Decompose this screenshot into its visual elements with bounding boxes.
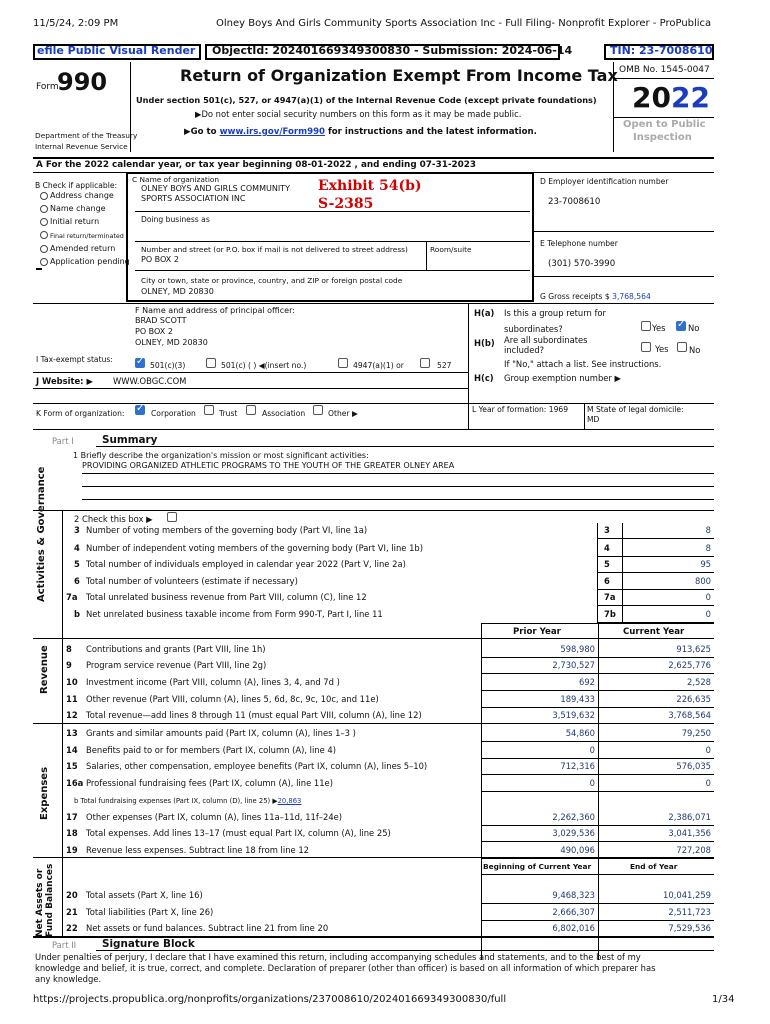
side-net-assets-2: Fund Balances	[45, 863, 55, 937]
omb-number: OMB No. 1545-0047	[619, 65, 710, 75]
expense-current-value: 3,041,356	[668, 828, 711, 838]
line2-text: 2 Check this box ▶	[74, 514, 153, 524]
i-501c3-label: 501(c)(3)	[150, 361, 186, 370]
dept-treasury: Department of the Treasury	[35, 131, 138, 140]
i-4947-label: 4947(a)(1) or	[353, 361, 404, 370]
b-application-pending: Application pending	[50, 257, 130, 266]
net-asset-line-text: Net assets or fund balances. Subtract line 21 from line 20	[86, 923, 329, 933]
net-asset-line-num: 22	[66, 923, 78, 933]
b-address-change-radio[interactable]	[40, 192, 48, 200]
expense-line-text: Other expenses (Part IX, column (A), lines 11a–11d, 11f–24e)	[86, 812, 343, 822]
gov-line-value: 8	[705, 525, 711, 535]
part1-label: Part I	[52, 436, 74, 446]
dept-irs: Internal Revenue Service	[35, 142, 128, 151]
part2-title: Signature Block	[102, 938, 195, 950]
expense-line-rule	[481, 758, 714, 759]
part1-title: Summary	[102, 434, 158, 446]
de-rule	[534, 231, 714, 232]
expense-line-text: Benefits paid to or for members (Part IX, column (A), line 4)	[86, 745, 337, 755]
tax-year-century: 20	[632, 81, 671, 114]
expense-line-num: 16a	[66, 778, 84, 788]
ha-no-label: No	[688, 323, 700, 333]
year-underline	[613, 117, 714, 118]
open-inspection: Inspection	[633, 132, 692, 143]
phone-value: (301) 570-3990	[548, 259, 616, 269]
part1-rule	[96, 446, 714, 447]
expense-line-num: 19	[66, 845, 78, 855]
net-asset-line-text: Total assets (Part X, line 16)	[86, 890, 203, 900]
expense-line-text: Professional fundraising fees (Part IX, column (A), line 11e)	[86, 778, 333, 788]
side-revenue: Revenue	[39, 645, 50, 694]
k-rule-bottom	[33, 429, 714, 430]
revenue-line-text: Contributions and grants (Part VIII, line 1h)	[86, 644, 266, 654]
expense-prior-value: 3,029,536	[552, 828, 595, 838]
mission-rule3	[82, 499, 714, 500]
revenue-line-num: 12	[66, 710, 78, 720]
expense-line-rule	[481, 791, 714, 792]
i-501c3-checkbox[interactable]	[135, 358, 145, 368]
ssn-notice: ▶Do not enter social security numbers on this form as it may be made public.	[195, 109, 522, 119]
k-association-checkbox[interactable]	[246, 405, 256, 415]
j-rule	[33, 388, 468, 389]
hb-yes-label: Yes	[655, 344, 669, 354]
expense-prior-value: 0	[589, 745, 595, 755]
dba-label: Doing business as	[141, 215, 210, 224]
gov-line-rule	[597, 572, 714, 573]
revenue-line-num: 8	[66, 644, 72, 654]
expense-prior-value: 712,316	[560, 761, 595, 771]
irs-form990-link[interactable]: www.irs.gov/Form990	[219, 127, 326, 137]
revenue-current-value: 2,625,776	[668, 660, 711, 670]
revenue-current-value: 226,635	[676, 694, 711, 704]
revenue-line-rule	[481, 673, 714, 674]
line16b-label: b Total fundraising expenses (Part IX, column (D), line 25) ▶	[74, 797, 278, 805]
exhibit-number: S-2385	[318, 196, 374, 212]
expense-line-num: 18	[66, 828, 78, 838]
hc-text: Group exemption number ▶	[504, 373, 621, 383]
city-value: OLNEY, MD 20830	[141, 287, 214, 296]
b-mark	[36, 268, 42, 270]
org-form-label: K Form of organization:	[36, 409, 125, 418]
line16b-text	[74, 796, 301, 806]
ha-label: H(a)	[474, 308, 495, 318]
print-datetime: 11/5/24, 2:09 PM	[33, 18, 119, 29]
year-formation: L Year of formation: 1969	[472, 405, 569, 414]
col-beginning-year: Beginning of Current Year	[483, 862, 592, 871]
hb-text1: Are all subordinates	[504, 335, 588, 345]
expense-line-num: 13	[66, 728, 78, 738]
gov-line-value: 0	[705, 592, 711, 602]
print-page-number: 1/34	[712, 994, 735, 1005]
col-end-year: End of Year	[630, 862, 678, 871]
revenue-line-text: Program service revenue (Part VIII, line 2g)	[86, 660, 267, 670]
gov-line-text: Total number of individuals employed in calendar year 2022 (Part V, line 2a)	[86, 559, 406, 569]
revenue-line-num: 10	[66, 677, 78, 687]
revenue-current-value: 3,768,564	[668, 710, 711, 720]
ha-yes-checkbox[interactable]	[641, 321, 651, 331]
ha-yes-label: Yes	[652, 323, 666, 333]
hb-label: H(b)	[474, 338, 495, 348]
rule-exp-top	[33, 723, 714, 724]
org-name-line2: SPORTS ASSOCIATION INC	[141, 194, 246, 203]
gov-line-num: 4	[74, 543, 80, 553]
k-trust-checkbox[interactable]	[204, 405, 214, 415]
expense-line-rule	[481, 858, 714, 859]
city-label: City or town, state or province, country, and ZIP or foreign postal code	[141, 276, 403, 285]
perjury-line1: Under penalties of perjury, I declare that I have examined this return, including accompanying schedules and statements, and to the best of my	[35, 952, 641, 962]
part2-label: Part II	[52, 940, 77, 950]
revenue-current-value: 913,625	[676, 644, 711, 654]
expense-line-num: 15	[66, 761, 78, 771]
expense-prior-value: 0	[589, 778, 595, 788]
k-corporation-checkbox[interactable]	[135, 405, 145, 415]
gov-line-num: 6	[74, 576, 80, 586]
ein-value: 23-7008610	[548, 197, 601, 207]
side-col-divider	[62, 510, 63, 936]
form-subtitle: Under section 501(c), 527, or 4947(a)(1) of the Internal Revenue Code (except private foundations)	[136, 95, 597, 105]
expense-current-value: 2,386,071	[668, 812, 711, 822]
banner-right-text: TIN: 23-7008610	[610, 44, 713, 57]
rule-rev-top	[33, 638, 714, 639]
mission-rule2	[82, 486, 714, 487]
ha-text1: Is this a group return for	[504, 308, 607, 318]
gov-line-rule	[597, 589, 714, 590]
revenue-line-num: 11	[66, 694, 78, 704]
gov-line-box: 5	[604, 559, 610, 569]
form-word: Form	[36, 82, 59, 92]
gov-line-text: Number of voting members of the governing body (Part VI, line 1a)	[86, 525, 368, 535]
gov-line-box: 7a	[604, 592, 616, 602]
revenue-line-text: Investment income (Part VIII, column (A), lines 3, 4, and 7d )	[86, 677, 340, 687]
b-amended-return: Amended return	[50, 244, 116, 253]
net-asset-line-num: 21	[66, 907, 78, 917]
gov-line-text: Net unrelated business taxable income from Form 990-T, Part I, line 11	[86, 609, 383, 619]
revenue-line-rule	[481, 707, 714, 708]
rule-a-top	[33, 157, 714, 159]
open-public: Open to Public	[623, 119, 706, 130]
c-rule1	[135, 211, 530, 212]
b-address-change: Address change	[50, 191, 114, 200]
col-current-year: Current Year	[623, 627, 685, 637]
b-name-change: Name change	[50, 204, 106, 213]
hb-no-checkbox[interactable]	[677, 342, 687, 352]
net-asset-prior-value: 9,468,323	[552, 890, 595, 900]
street-value: PO BOX 2	[141, 255, 179, 264]
net-asset-current-value: 7,529,536	[668, 923, 711, 933]
officer-name: BRAD SCOTT	[135, 316, 187, 325]
net-asset-current-value: 10,041,259	[663, 890, 711, 900]
expense-line-rule	[481, 741, 714, 742]
expense-line-rule	[481, 825, 714, 826]
section-b-label: B Check if applicable:	[35, 181, 118, 190]
i-527-checkbox[interactable]	[420, 358, 430, 368]
form-number: 990	[57, 68, 108, 96]
print-page-title: Olney Boys And Girls Community Sports Association Inc - Full Filing- Nonprofit Explorer - ProPublica	[216, 18, 712, 29]
exhibit-label: Exhibit 54(b)	[318, 178, 422, 194]
k-association-label: Association	[262, 409, 306, 418]
net-asset-line-num: 20	[66, 890, 78, 900]
gov-line-value: 800	[695, 576, 711, 586]
expense-current-value: 576,035	[676, 761, 711, 771]
ein-label: D Employer identification number	[540, 177, 669, 186]
header-divider-right	[613, 62, 614, 152]
fh-divider	[468, 303, 469, 403]
banner-left-text: efile Public Visual Render	[37, 44, 196, 57]
gross-receipts	[540, 292, 651, 302]
gov-line-num: 7a	[66, 592, 78, 602]
tax-year	[632, 82, 710, 114]
mission-rule4	[33, 510, 714, 511]
revenue-prior-value: 2,730,527	[552, 660, 595, 670]
line-a-text: A For the 2022 calendar year, or tax year beginning 08-01-2022 , and ending 07-31-2023	[36, 160, 476, 170]
b-initial-return-radio[interactable]	[40, 218, 48, 226]
expense-line-text: Grants and similar amounts paid (Part IX, column (A), lines 1–3 )	[86, 728, 356, 738]
side-net-assets-1: Net Assets or	[35, 868, 45, 937]
gov-line-text: Total unrelated business revenue from Part VIII, column (C), line 12	[86, 592, 367, 602]
expense-current-value: 79,250	[681, 728, 711, 738]
gov-line-num: b	[74, 609, 80, 619]
expense-prior-value: 54,860	[565, 728, 595, 738]
net-asset-line-rule	[481, 903, 714, 904]
revenue-prior-value: 189,433	[560, 694, 595, 704]
revenue-line-num: 9	[66, 660, 72, 670]
g-rule	[33, 303, 714, 304]
ha-no-checkbox[interactable]	[676, 321, 686, 331]
line16b-value: 20,863	[277, 797, 302, 805]
domicile-value: MD	[587, 415, 600, 424]
gov-line-num: 3	[74, 525, 80, 535]
revenue-line-rule	[481, 690, 714, 691]
gov-line-text: Total number of volunteers (estimate if necessary)	[86, 576, 298, 586]
expense-current-value: 0	[705, 745, 711, 755]
gov-line-box: 4	[604, 543, 610, 553]
part2-rule	[96, 950, 714, 951]
net-asset-line-rule	[481, 920, 714, 921]
gross-receipts-label: G Gross receipts $	[540, 292, 610, 301]
net-asset-line-text: Total liabilities (Part X, line 26)	[86, 907, 214, 917]
mission-value: PROVIDING ORGANIZED ATHLETIC PROGRAMS TO THE YOUTH OF THE GREATER OLNEY AREA	[82, 461, 455, 470]
b-final-return-radio[interactable]	[40, 231, 48, 239]
b-final-return: Final return/terminated	[50, 232, 124, 240]
k-other-label: Other ▶	[328, 409, 358, 418]
eg-rule	[534, 276, 714, 277]
ha-text2: subordinates?	[504, 324, 563, 334]
b-initial-return: Initial return	[50, 217, 100, 226]
c-rule2	[135, 241, 530, 242]
i-4947-checkbox[interactable]	[338, 358, 348, 368]
hb-no-label: No	[689, 345, 701, 355]
officer-addr2: OLNEY, MD 20830	[135, 338, 208, 347]
col-prior-year: Prior Year	[513, 627, 561, 637]
gross-receipts-value: 3,768,564	[612, 292, 651, 301]
irs-link-prefix: ▶Go to	[184, 127, 220, 137]
expense-line-num: 17	[66, 812, 78, 822]
c-rule3	[135, 270, 530, 271]
side-activities-governance: Activities & Governance	[36, 466, 47, 602]
revenue-line-text: Other revenue (Part VIII, column (A), lines 5, 6d, 8c, 9c, 10c, and 11e)	[86, 694, 379, 704]
tax-year-decade: 22	[670, 81, 710, 114]
officer-label: F Name and address of principal officer:	[135, 306, 295, 315]
k-corporation-label: Corporation	[151, 409, 196, 418]
expense-line-num: 14	[66, 745, 78, 755]
irs-link-notice	[184, 127, 537, 137]
net-asset-prior-value: 2,666,307	[552, 907, 595, 917]
revenue-prior-value: 598,980	[560, 644, 595, 654]
form-title: Return of Organization Exempt From Income Tax	[180, 66, 618, 85]
street-label: Number and street (or P.O. box if mail is not delivered to street address)	[141, 245, 408, 254]
gov-line-text: Number of independent voting members of the governing body (Part VI, line 1b)	[86, 543, 423, 553]
gov-line-box: 7b	[604, 609, 616, 619]
mission-label: 1 Briefly describe the organization's mission or most significant activities:	[73, 451, 369, 460]
i-501c-checkbox[interactable]	[206, 358, 216, 368]
expense-current-value: 0	[705, 778, 711, 788]
expense-line-text: Revenue less expenses. Subtract line 18 from line 12	[86, 845, 309, 855]
revenue-current-value: 2,528	[687, 677, 711, 687]
gov-line-rule	[597, 605, 714, 606]
mission-rule1	[82, 473, 714, 474]
website-label: J Website: ▶	[36, 376, 93, 386]
expense-line-rule	[481, 841, 714, 842]
officer-addr1: PO BOX 2	[135, 327, 173, 336]
gov-line-box: 3	[604, 525, 610, 535]
net-asset-current-value: 2,511,723	[668, 907, 711, 917]
gov-line-value: 95	[700, 559, 711, 569]
gov-box-left	[597, 523, 598, 623]
gov-box-right	[622, 523, 623, 623]
website-value: WWW.OBGC.COM	[113, 376, 187, 386]
revenue-line-text: Total revenue—add lines 8 through 11 (must equal Part VIII, column (A), line 12)	[86, 710, 422, 720]
b-amended-return-radio[interactable]	[40, 245, 48, 253]
i-527-label: 527	[437, 361, 452, 370]
hb-text2: included?	[504, 345, 545, 355]
room-label: Room/suite	[430, 245, 472, 254]
rule-na-top	[33, 857, 714, 858]
gov-line-value: 0	[705, 609, 711, 619]
perjury-line3: any knowledge.	[35, 974, 102, 984]
hc-label: H(c)	[474, 373, 494, 383]
k-trust-label: Trust	[219, 409, 238, 418]
org-name-line1: OLNEY BOYS AND GIRLS COMMUNITY	[141, 184, 290, 193]
hb-note: If "No," attach a list. See instructions.	[504, 359, 662, 369]
perjury-line2: knowledge and belief, it is true, correct, and complete. Declaration of preparer (other than officer) is based on all information of which preparer has	[35, 963, 656, 973]
revenue-line-rule	[481, 657, 714, 658]
net-asset-prior-value: 6,802,016	[552, 923, 595, 933]
revenue-prior-value: 692	[579, 677, 595, 687]
gov-line-box: 6	[604, 576, 610, 586]
expense-line-text: Salaries, other compensation, employee benefits (Part IX, column (A), lines 5–10)	[86, 761, 428, 771]
section-c-label: C Name of organization	[132, 175, 220, 184]
gov-line-rule	[597, 538, 714, 539]
tax-status-label: I Tax-exempt status:	[36, 355, 113, 364]
domicile-label: M State of legal domicile:	[587, 405, 684, 414]
expense-prior-value: 2,262,360	[552, 812, 595, 822]
kl-divider	[468, 403, 469, 429]
gov-line-rule	[597, 556, 714, 557]
print-url: https://projects.propublica.org/nonprofits/organizations/237008610/202401669349300830/full	[33, 994, 507, 1005]
c-room-divider	[426, 241, 427, 270]
revenue-prior-value: 3,519,632	[552, 710, 595, 720]
b-name-change-radio[interactable]	[40, 205, 48, 213]
line2-checkbox[interactable]	[167, 512, 177, 522]
expense-prior-value: 490,096	[560, 845, 595, 855]
irs-link-suffix: for instructions and the latest information.	[325, 127, 537, 137]
lm-divider	[584, 403, 585, 429]
hb-yes-checkbox[interactable]	[641, 342, 651, 352]
expense-current-value: 727,208	[676, 845, 711, 855]
gov-line-num: 5	[74, 559, 80, 569]
b-application-pending-radio[interactable]	[40, 258, 48, 266]
k-other-checkbox[interactable]	[313, 405, 323, 415]
rule-na-head	[481, 874, 714, 875]
i-501c-label: 501(c) ( ) ◀(insert no.)	[221, 361, 307, 370]
expense-line-rule	[481, 774, 714, 775]
i-rule	[33, 372, 468, 373]
phone-label: E Telephone number	[540, 239, 618, 248]
expense-line-text: Total expenses. Add lines 13–17 (must equal Part IX, column (A), line 25)	[86, 828, 391, 838]
side-expenses: Expenses	[39, 766, 50, 820]
banner-middle-text: ObjectId: 202401669349300830 - Submission: 2024-06-14	[212, 44, 573, 57]
gov-line-value: 8	[705, 543, 711, 553]
omb-underline	[613, 78, 714, 79]
